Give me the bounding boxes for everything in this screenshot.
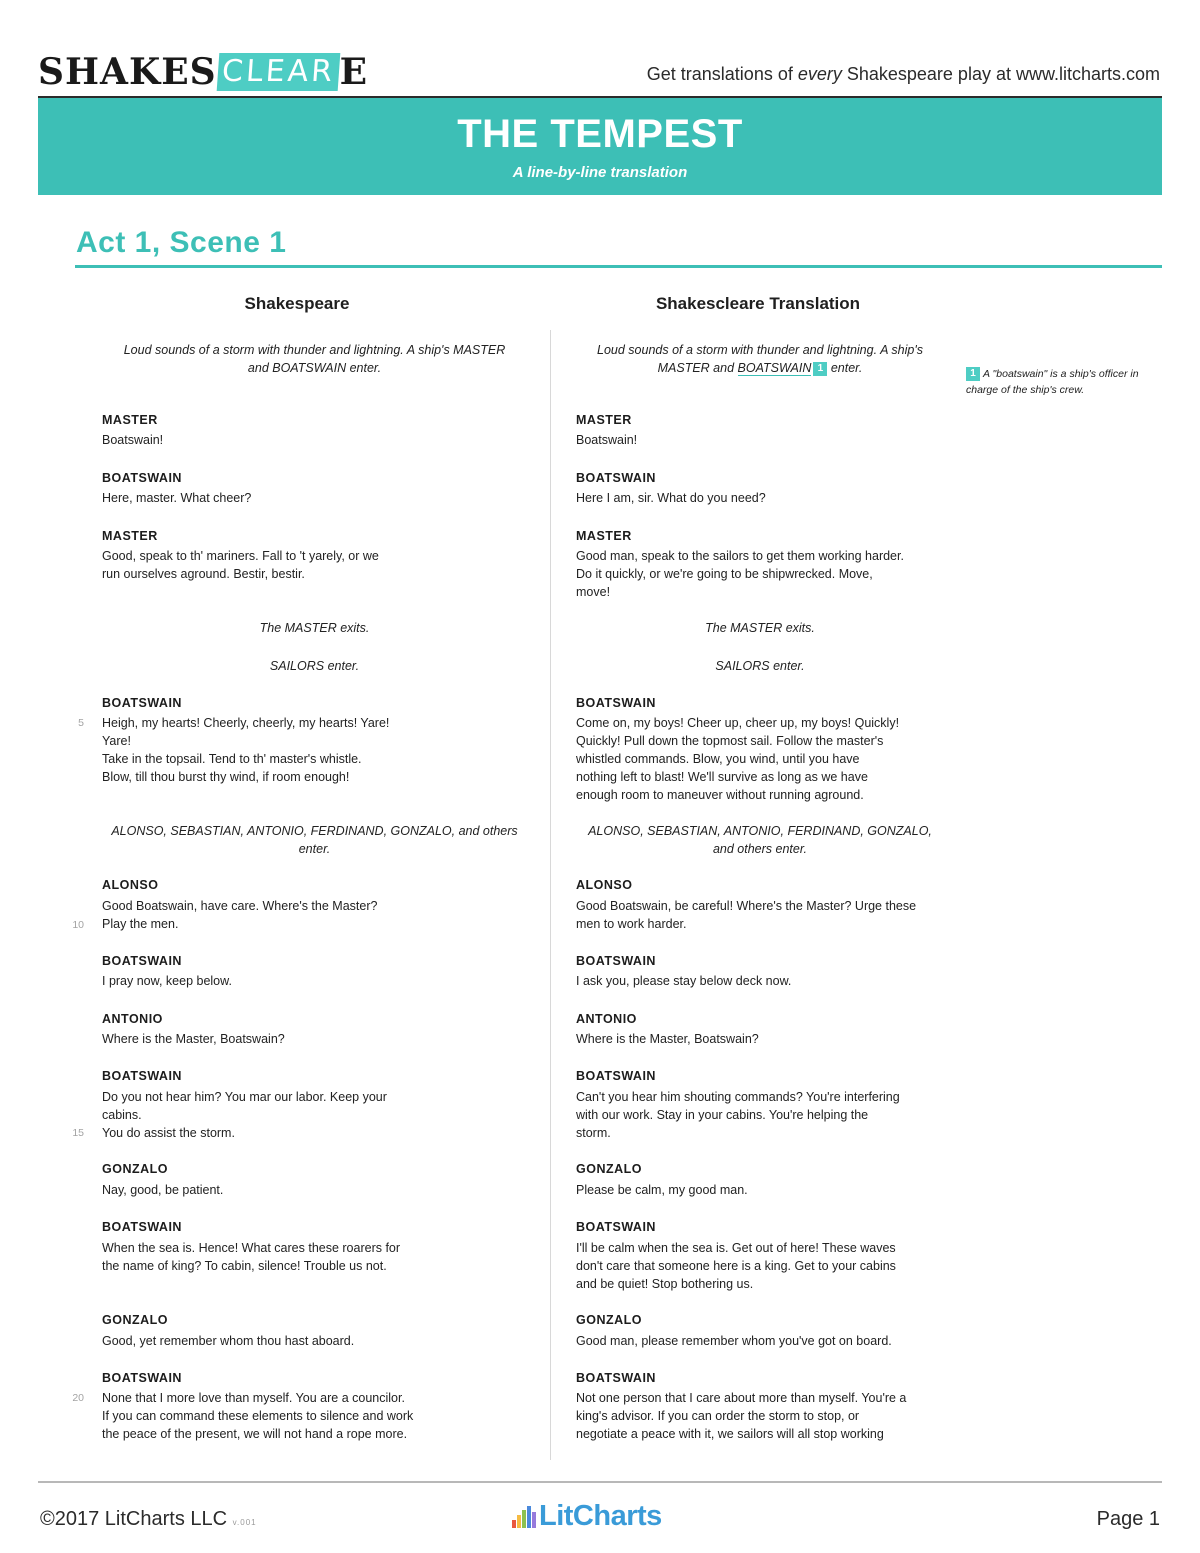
dialogue-line: Play the men. — [102, 917, 179, 931]
line-number: 20 — [72, 1392, 84, 1404]
translation-line: Good Boatswain, be careful! Where's the Master? Urge these — [576, 899, 917, 913]
dialogue-line: When the sea is. Hence! What cares these roarers for — [102, 1241, 401, 1255]
translation-block — [576, 714, 946, 804]
litcharts-logo[interactable] — [512, 1498, 662, 1534]
page-number: Page 1 — [1096, 1508, 1160, 1530]
translation-line: whistled commands. Blow, you wind, until you have — [576, 752, 860, 766]
column-divider — [550, 330, 551, 1460]
shakescleare-logo — [38, 50, 368, 94]
translation-line: king's advisor. If you can order the storm to stop, or — [576, 1409, 860, 1423]
speaker-name: MASTER — [102, 529, 158, 543]
translation-line: men to work harder. — [576, 917, 687, 931]
stage-direction: SAILORS enter. — [715, 659, 805, 673]
translation-line: don't care that someone here is a king. Get to your cabins — [576, 1259, 896, 1273]
stage-direction-line: enter. — [298, 842, 331, 856]
stage-direction-line: and others enter. — [712, 842, 808, 856]
translation-block — [576, 1389, 946, 1443]
footnote — [966, 366, 1166, 398]
translation-line: move! — [576, 585, 611, 599]
stage-direction-line: Loud sounds of a storm with thunder and lightning. A ship's MASTER — [123, 343, 506, 357]
dialogue-line: Good Boatswain, have care. Where's the Master? — [102, 899, 378, 913]
translation-line: Not one person that I care about more than myself. You're a — [576, 1391, 907, 1405]
footnote-number[interactable]: 1 — [966, 367, 980, 381]
translation-line: Good man, please remember whom you've got on board. — [576, 1334, 892, 1348]
scene-divider — [75, 265, 1162, 268]
stage-direction — [102, 341, 527, 377]
tagline-pre: Get translations of — [646, 64, 798, 84]
dialogue-line: the name of king? To cabin, silence! Trouble us not. — [102, 1259, 387, 1273]
footnote-line: charge of the ship's crew. — [966, 384, 1085, 396]
stage-direction: The MASTER exits. — [259, 621, 370, 635]
stage-direction-line: and BOATSWAIN enter. — [247, 361, 382, 375]
line-number: 5 — [78, 717, 84, 729]
translation-line: and be quiet! Stop bothering us. — [576, 1277, 754, 1291]
dialogue-block — [102, 1239, 447, 1275]
translation-line: Come on, my boys! Cheer up, cheer up, my boys! Quickly! — [576, 716, 900, 730]
tagline-post: Shakespeare play at www.litcharts.com — [841, 64, 1160, 84]
line-number: 10 — [72, 919, 84, 931]
glossary-term-boatswain[interactable]: BOATSWAIN — [737, 361, 812, 375]
translation-line: Please be calm, my good man. — [576, 1183, 748, 1197]
logo-cleare-text: CLEAR — [216, 53, 340, 91]
dialogue-line: I pray now, keep below. — [102, 974, 232, 988]
speaker-name: BOATSWAIN — [102, 954, 182, 968]
stage-direction — [102, 822, 527, 858]
translation-line: I ask you, please stay below deck now. — [576, 974, 792, 988]
translation-line: storm. — [576, 1126, 611, 1140]
header-tagline — [647, 64, 1160, 85]
stage-direction: SAILORS enter. — [269, 659, 360, 673]
dialogue-line: run ourselves aground. Bestir, bestir. — [102, 567, 305, 581]
dialogue-line: Boatswain! — [102, 433, 164, 447]
stage-direction — [560, 822, 960, 858]
dialogue-block — [102, 1389, 447, 1443]
scene-title: Act 1, Scene 1 — [76, 226, 287, 259]
translation-line: Here I am, sir. What do you need? — [576, 491, 766, 505]
speaker-name: BOATSWAIN — [102, 1371, 182, 1385]
logo-e-text: E — [339, 51, 369, 93]
speaker-name: MASTER — [576, 413, 632, 427]
stage-direction-line: Loud sounds of a storm with thunder and lightning. A ship's — [597, 343, 923, 357]
speaker-name: GONZALO — [102, 1313, 168, 1327]
translation-line: negotiate a peace with it, we sailors will all stop working — [576, 1427, 884, 1441]
speaker-name: ANTONIO — [102, 1012, 163, 1026]
speaker-name: BOATSWAIN — [576, 696, 656, 710]
translation-block — [576, 897, 946, 933]
litcharts-wordmark: LitCharts — [539, 1500, 662, 1532]
stage-direction-line: ALONSO, SEBASTIAN, ANTONIO, FERDINAND, GONZALO, and others — [111, 824, 518, 838]
play-subtitle: A line-by-line translation — [512, 164, 688, 181]
footnote-marker[interactable]: 1 — [813, 362, 827, 376]
tagline-emphasis: every — [797, 64, 842, 84]
speaker-name: BOATSWAIN — [102, 696, 182, 710]
logo-shakes-text: SHAKES — [38, 51, 217, 93]
copyright — [40, 1508, 257, 1531]
line-number: 15 — [72, 1127, 84, 1139]
column-heading-original: Shakespeare — [244, 294, 350, 313]
translation-line: Good man, speak to the sailors to get them working harder. — [576, 549, 904, 563]
dialogue-line: You do assist the storm. — [102, 1126, 235, 1140]
speaker-name: BOATSWAIN — [576, 1371, 656, 1385]
dialogue-line: Here, master. What cheer? — [102, 491, 252, 505]
dialogue-line: Take in the topsail. Tend to th' master's whistle. — [102, 752, 362, 766]
footnote-text: A "boatswain" is a ship's officer in — [983, 368, 1139, 380]
speaker-name: BOATSWAIN — [576, 471, 656, 485]
dialogue-line: cabins. — [102, 1108, 142, 1122]
speaker-name: BOATSWAIN — [102, 471, 182, 485]
copyright-text: ©2017 LitCharts LLC — [40, 1508, 228, 1530]
title-banner — [38, 98, 1162, 195]
translation-line: Do it quickly, or we're going to be shipwrecked. Move, — [576, 567, 873, 581]
speaker-name: BOATSWAIN — [576, 1220, 656, 1234]
stage-direction-line: ALONSO, SEBASTIAN, ANTONIO, FERDINAND, GONZALO, — [588, 824, 932, 838]
column-heading-translation: Shakescleare Translation — [655, 294, 861, 313]
translation-block — [576, 1088, 946, 1142]
speaker-name: GONZALO — [576, 1313, 642, 1327]
translation-line: Can't you hear him shouting commands? You're interfering — [576, 1090, 900, 1104]
speaker-name: ALONSO — [576, 878, 633, 892]
dialogue-line: Nay, good, be patient. — [102, 1183, 224, 1197]
play-title: THE TEMPEST — [457, 112, 743, 156]
dialogue-block — [102, 547, 447, 583]
speaker-name: BOATSWAIN — [102, 1220, 182, 1234]
translation-line: Boatswain! — [576, 433, 638, 447]
stage-direction: The MASTER exits. — [705, 621, 815, 635]
translation-line: enough room to maneuver without running aground. — [576, 788, 864, 802]
speaker-name: ANTONIO — [576, 1012, 637, 1026]
footer-divider — [38, 1481, 1162, 1483]
speaker-name: BOATSWAIN — [576, 954, 656, 968]
dialogue-line: Yare! — [102, 734, 131, 748]
dialogue-block — [102, 897, 447, 933]
bar-chart-icon — [512, 1504, 537, 1528]
translation-line: Quickly! Pull down the topmost sail. Follow the master's — [576, 734, 884, 748]
dialogue-line: the peace of the present, we will not hand a rope more. — [102, 1427, 408, 1441]
translation-line: with our work. Stay in your cabins. You're helping the — [576, 1108, 869, 1122]
dialogue-line: None that I more love than myself. You are a councilor. — [102, 1391, 405, 1405]
stage-direction — [560, 341, 960, 377]
translation-line: Where is the Master, Boatswain? — [576, 1032, 759, 1046]
translation-block — [576, 547, 946, 601]
speaker-name: MASTER — [576, 529, 632, 543]
dialogue-line: Where is the Master, Boatswain? — [102, 1032, 285, 1046]
speaker-name: ALONSO — [102, 878, 159, 892]
translation-block — [576, 1239, 946, 1293]
translation-line: I'll be calm when the sea is. Get out of here! These waves — [576, 1241, 896, 1255]
speaker-name: GONZALO — [576, 1162, 642, 1176]
footnote-line — [966, 366, 1166, 382]
dialogue-line: Good, yet remember whom thou hast aboard. — [102, 1334, 355, 1348]
dialogue-line: Blow, till thou burst thy wind, if room enough! — [102, 770, 350, 784]
translation-line: nothing left to blast! We'll survive as long as we have — [576, 770, 868, 784]
dialogue-line: If you can command these elements to silence and work — [102, 1409, 414, 1423]
speaker-name: BOATSWAIN — [576, 1069, 656, 1083]
stage-direction-text: MASTER and — [657, 361, 738, 375]
speaker-name: BOATSWAIN — [102, 1069, 182, 1083]
stage-direction-line — [560, 359, 960, 377]
dialogue-line: Heigh, my hearts! Cheerly, cheerly, my hearts! Yare! — [102, 716, 390, 730]
version-label: v.001 — [232, 1518, 257, 1527]
speaker-name: MASTER — [102, 413, 158, 427]
dialogue-block — [102, 714, 447, 786]
dialogue-block — [102, 1088, 447, 1142]
speaker-name: GONZALO — [102, 1162, 168, 1176]
dialogue-line: Do you not hear him? You mar our labor. Keep your — [102, 1090, 387, 1104]
dialogue-line: Good, speak to th' mariners. Fall to 't yarely, or we — [102, 549, 379, 563]
stage-direction-text: enter. — [827, 361, 863, 375]
